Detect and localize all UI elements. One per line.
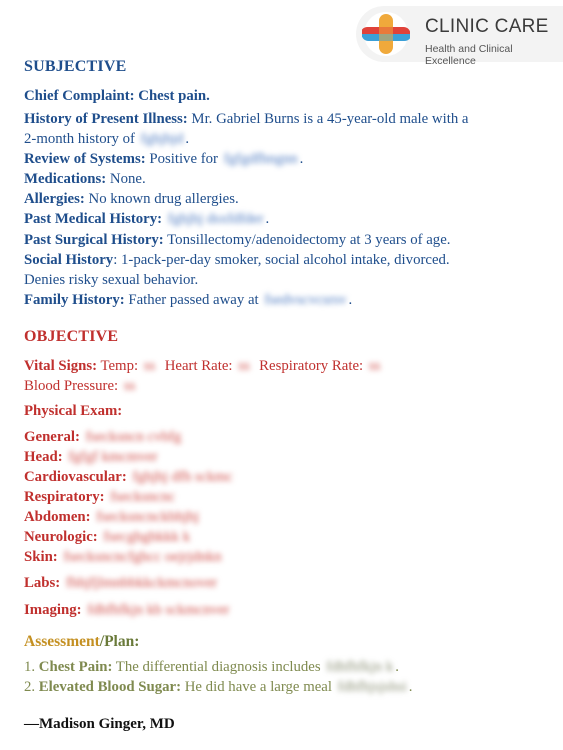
hpi-label: History of Present Illness: <box>24 111 188 127</box>
ros-line: Review of Systems: Positive for fgfgdfhngnn . <box>24 151 304 167</box>
plan-item-1-end: . <box>395 659 399 675</box>
redacted-text: fgfgdfhngnn <box>223 151 298 167</box>
plan-word: /Plan: <box>99 633 140 650</box>
social-text-2: Denies risky sexual behavior. <box>24 272 199 288</box>
medications-text: None. <box>106 171 146 187</box>
family-line: Family History: Father passed away at fsedvscvcsrsv . <box>24 292 353 308</box>
redacted-text: fghjhj dfh sckmc <box>132 469 233 485</box>
redacted-text: fsecksncnckbhjhj <box>96 509 200 525</box>
redacted-text: ss <box>368 358 381 374</box>
hpi-line-1 <box>24 109 469 129</box>
head-line <box>24 447 160 467</box>
family-text: Father passed away at <box>124 292 263 308</box>
redacted-text: fhhjfjlmnbbkkckmcnover <box>65 575 218 591</box>
assessment-word: Assessment <box>24 633 100 650</box>
pmh-label: Past Medical History: <box>24 211 163 227</box>
clinic-tagline: Health and Clinical Excellence <box>425 43 513 67</box>
redacted-text: fsecksncnc <box>110 489 176 505</box>
skin-line <box>24 547 224 567</box>
head-label: Head: <box>24 449 63 465</box>
redacted-text: ss <box>143 358 156 374</box>
redacted-text: fsecksncncfghcc oejrjdnkn <box>63 549 222 565</box>
redacted-text: fghjhjd <box>140 131 184 147</box>
family-label: Family History: <box>24 292 125 308</box>
clinic-name: CLINIC CARE <box>425 16 549 37</box>
redacted-text: ss <box>123 378 136 394</box>
ros-text: Positive for <box>145 151 222 167</box>
clinic-logo <box>356 6 563 67</box>
neurologic-label: Neurologic: <box>24 529 98 545</box>
hpi-text-2: 2-month history of <box>24 131 139 147</box>
abdomen-label: Abdomen: <box>24 509 91 525</box>
vitals-label: Vital Signs: <box>24 358 98 374</box>
objective-heading: OBJECTIVE <box>24 328 119 345</box>
skin-label: Skin: <box>24 549 58 565</box>
social-line-2 <box>24 270 198 290</box>
general-line <box>24 427 183 447</box>
psh-label: Past Surgical History: <box>24 232 164 248</box>
respiratory-label: Respiratory: <box>24 489 105 505</box>
redacted-text: fdhfhfkjn kb sckmcnver <box>87 602 230 618</box>
imaging-line <box>24 600 231 620</box>
redacted-text: fgfgf kmcmver <box>68 449 158 465</box>
respiratory-rate-label: Respiratory Rate: <box>259 358 364 374</box>
social-text-1: : 1-pack-per-day smoker, social alcohol intake, divorced. <box>113 252 450 268</box>
ros-label: Review of Systems: <box>24 151 146 167</box>
allergies-text: No known drug allergies. <box>84 191 239 207</box>
cardiovascular-label: Cardiovascular: <box>24 469 127 485</box>
labs-label: Labs: <box>24 575 61 591</box>
allergies-label: Allergies: <box>24 191 85 207</box>
medications-line <box>24 169 146 189</box>
plan-item-2-text: He did have a large meal <box>181 679 336 695</box>
imaging-label: Imaging: <box>24 602 82 618</box>
redacted-text: ss <box>238 358 250 374</box>
pmh-line: Past Medical History: fghjhj dsxfdfder . <box>24 211 270 227</box>
redacted-text: fsedvscvcsrsv <box>264 292 347 308</box>
cardiovascular-line <box>24 467 235 487</box>
redacted-text: fdhfhfkjn k <box>326 659 394 675</box>
hpi-text-1: Mr. Gabriel Burns is a 45-year-old male with a <box>187 111 469 127</box>
redacted-text: fsecksncn cvbfg <box>85 429 182 445</box>
plan-item-1-text: The differential diagnosis includes <box>112 659 325 675</box>
labs-line <box>24 573 219 593</box>
plan-item-2-number: 2. <box>24 679 39 695</box>
general-label: General: <box>24 429 80 445</box>
plan-item-2-end: . <box>408 679 413 695</box>
temp-label: Temp: <box>100 358 139 374</box>
blood-pressure-label: Blood Pressure: <box>24 378 119 394</box>
abdomen-line <box>24 507 201 527</box>
respiratory-line <box>24 487 177 507</box>
plan-item-2 <box>24 677 412 697</box>
assessment-plan-heading <box>24 632 139 652</box>
heart-rate-label: Heart Rate: <box>164 358 233 374</box>
psh-line <box>24 230 450 250</box>
allergies-line <box>24 189 239 209</box>
vitals-line <box>24 356 382 376</box>
redacted-text: fsecghghkkk k <box>103 529 191 545</box>
blood-pressure-line <box>24 376 137 396</box>
subjective-heading: SUBJECTIVE <box>24 58 127 75</box>
physician-signature: —Madison Ginger, MD <box>24 716 175 732</box>
psh-text: Tonsillectomy/adenoidectomy at 3 years of age. <box>163 232 451 248</box>
plan-item-1-number: 1. <box>24 659 39 675</box>
plan-item-2-label: Elevated Blood Sugar: <box>38 679 182 695</box>
social-line-1 <box>24 250 450 270</box>
social-label: Social History <box>24 252 114 268</box>
neurologic-line <box>24 527 192 547</box>
plan-item-1-label: Chest Pain: <box>38 659 113 675</box>
hpi-line-2: 2-month history of fghjhjd . <box>24 131 190 147</box>
redacted-text: fdhfhjsjshsi <box>337 679 407 695</box>
chief-complaint: Chief Complaint: Chest pain. <box>24 88 210 104</box>
plan-item-1 <box>24 657 399 677</box>
medical-cross-icon <box>362 10 410 58</box>
physical-exam-label: Physical Exam: <box>24 403 123 419</box>
medications-label: Medications: <box>24 171 107 187</box>
redacted-text: fghjhj dsxfdfder <box>167 211 264 227</box>
